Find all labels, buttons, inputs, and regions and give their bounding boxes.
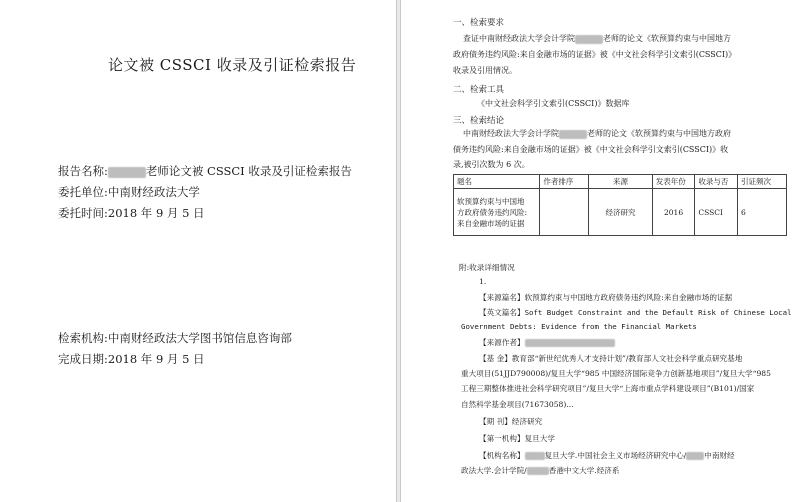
- institution-label: 检索机构:: [58, 331, 108, 345]
- report-content-page: [400, 0, 799, 502]
- source-title-row: [479, 292, 732, 303]
- requirements-line-2: 政府债务违约风险:来自金融市场的证据》被《中文社会科学引文索引(CSSCI)》: [453, 50, 737, 59]
- requirements-text-b: 老师的论文《软预算约束与中国地方: [603, 34, 731, 43]
- redacted-name: [559, 130, 587, 139]
- section-tools-title: 二、检索工具: [453, 85, 505, 95]
- header-source: 来源: [589, 175, 652, 189]
- cell-citations: 6: [738, 189, 787, 236]
- report-name-value: 老师论文被 CSSCI 收录及引证检索报告: [145, 164, 352, 178]
- section-requirements-title: 一、检索要求: [453, 18, 505, 28]
- header-citations: 引证频次: [738, 175, 787, 189]
- conclusion-line-3: 录,被引次数为 6 次。: [453, 160, 530, 169]
- first-institution-label: 【第一机构】: [479, 434, 525, 443]
- journal-row: [479, 416, 542, 427]
- fund-line: 工程三期整体推进社会科学研究项目”/复旦大学“上海市重点学科建设项目”(B101)/国家: [461, 384, 755, 393]
- cell-included: CSSCI: [695, 189, 738, 236]
- appendix-title: 附:收录详细情况: [459, 263, 515, 272]
- fund-line: 重大项目(51JJD790008)/复旦大学“985 中国经济国际竞争力创新基地项目”/复旦大学“985: [461, 369, 771, 378]
- redacted-name: [686, 452, 704, 460]
- cell-source: 经济研究: [589, 189, 652, 236]
- redacted-author: [525, 339, 615, 347]
- client-value: 中南财经政法大学: [107, 185, 200, 199]
- english-title-label: 【英文篇名】: [479, 308, 525, 317]
- requirements-line-3: 收录及引用情况。: [453, 66, 517, 75]
- section-conclusion-title: 三、检索结论: [453, 116, 505, 126]
- cell-title-line: 来自金融市场的证据: [457, 218, 525, 228]
- cell-title-line: 方政府债务违约风险:: [457, 207, 528, 217]
- table-row: [454, 189, 787, 236]
- institution-names-text: 政法大学.会计学院/: [461, 466, 527, 475]
- first-institution-row: [479, 433, 555, 444]
- completion-row: [58, 351, 205, 367]
- journal-label: 【期 刊】: [479, 417, 512, 426]
- english-title-line: Government Debts: Evidence from the Financial Markets: [461, 322, 697, 331]
- tools-line: 《中文社会科学引文索引(CSSCI)》数据库: [477, 99, 630, 108]
- header-included: 收录与否: [695, 175, 738, 189]
- header-title: 题名: [454, 175, 540, 189]
- client-label: 委托单位:: [58, 185, 108, 199]
- header-year: 发表年份: [652, 175, 695, 189]
- fund-line: 自然科学基金项目(71673058)...: [461, 400, 574, 409]
- client-row: [58, 184, 200, 200]
- report-cover-page: [0, 0, 397, 502]
- report-name-row: [58, 163, 352, 179]
- institution-names-text: 香港中文大学.经济系: [548, 466, 620, 475]
- requirements-text-a: 查证中南财经政法大学会计学院: [463, 34, 575, 43]
- commission-time-label: 委托时间:: [58, 206, 108, 220]
- source-title-label: 【来源篇名】: [479, 293, 525, 302]
- conclusion-text-b: 老师的论文《软预算约束与中国地方政府: [587, 129, 731, 138]
- completion-value: 2018 年 9 月 5 日: [107, 352, 205, 366]
- english-title-line: Soft Budget Constraint and the Default Risk of Chinese Local: [524, 308, 792, 317]
- conclusion-line-2: 债务违约风险:来自金融市场的证据》被《中文社会科学引文索引(CSSCI)》收: [453, 145, 729, 154]
- cell-title: [454, 189, 540, 236]
- requirements-line-1: [463, 31, 731, 47]
- redacted-name: [527, 467, 549, 475]
- first-institution-value: 复旦大学: [524, 434, 555, 443]
- cell-title-line: 软预算约束与中国地: [457, 196, 525, 206]
- report-name-label: 报告名称:: [58, 164, 108, 178]
- fund-label: 【基 金】: [479, 354, 512, 363]
- institution-names-label: 【机构名称】: [479, 451, 525, 460]
- redacted-name: [525, 452, 545, 460]
- institution-names-text: 中南财经: [704, 451, 735, 460]
- commission-time-row: [58, 205, 205, 221]
- journal-value: 经济研究: [511, 417, 543, 426]
- institution-names-row: [479, 450, 735, 461]
- source-title-value: 软预算约束与中国地方政府债务违约风险:来自金融市场的证据: [524, 293, 733, 302]
- results-table: [453, 174, 787, 236]
- commission-time-value: 2018 年 9 月 5 日: [107, 206, 205, 220]
- header-author-order: 作者排序: [540, 175, 589, 189]
- fund-row: [479, 353, 742, 364]
- conclusion-line-1: [463, 126, 731, 142]
- item-number: 1.: [479, 277, 487, 286]
- redacted-name: [575, 35, 603, 44]
- author-label: 【来源作者】: [479, 338, 525, 347]
- institution-value: 中南财经政法大学图书馆信息咨询部: [107, 331, 292, 345]
- conclusion-text-a: 中南财经政法大学会计学院: [463, 129, 559, 138]
- report-title: 论文被 CSSCI 收录及引证检索报告: [108, 56, 357, 74]
- table-header-row: [454, 175, 787, 189]
- author-row: [479, 337, 615, 348]
- institution-row: [58, 330, 292, 346]
- fund-line: 教育部“新世纪优秀人才支持计划”/教育部人文社会科学重点研究基地: [511, 354, 743, 363]
- completion-label: 完成日期:: [58, 352, 108, 366]
- institution-names-text: 复旦大学.中国社会主义市场经济研究中心/: [544, 451, 687, 460]
- cell-year: 2016: [652, 189, 695, 236]
- english-title-row: [479, 307, 792, 318]
- redacted-name: [108, 167, 146, 178]
- cell-author-order: [540, 189, 589, 236]
- institution-names-line-2: [461, 465, 620, 476]
